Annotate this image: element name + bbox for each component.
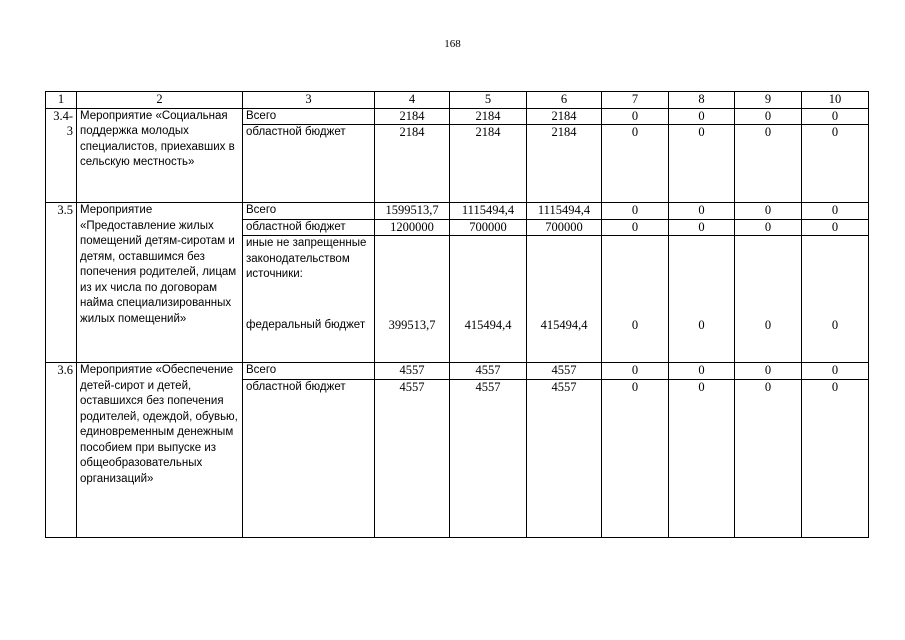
value-cell: 4557 — [527, 379, 602, 395]
value-cell: 0 — [669, 318, 735, 334]
value-cell: 0 — [735, 379, 802, 395]
row-index: 3.6 — [46, 363, 77, 538]
value-cell: 4557 — [527, 363, 602, 380]
value-cell: 1115494,4 — [527, 203, 602, 220]
row-description: Мероприятие «Предоставление жилых помещений детям-сиротам и детям, оставшимся без попечения родителей, лицам из их числа по договорам найма специализированных жилых помещений» — [77, 203, 243, 363]
header-row — [46, 92, 869, 109]
funding-source: Всего — [243, 363, 375, 380]
column-header: 9 — [735, 92, 802, 109]
value-cell: 2184 — [450, 108, 527, 125]
value-cell — [669, 236, 735, 319]
value-cell: 0 — [735, 219, 802, 236]
column-header: 7 — [602, 92, 669, 109]
value-cell: 2184 — [375, 125, 450, 141]
value-cell: 0 — [669, 219, 735, 236]
value-cell: 0 — [735, 125, 802, 141]
value-cell: 2184 — [375, 108, 450, 125]
column-header: 8 — [669, 92, 735, 109]
value-cell: 0 — [735, 108, 802, 125]
value-cell — [375, 236, 450, 319]
value-cell: 0 — [802, 363, 869, 380]
table-row — [46, 203, 869, 220]
value-cell: 4557 — [375, 379, 450, 395]
row-index: 3.4-3 — [46, 108, 77, 203]
column-header: 10 — [802, 92, 869, 109]
value-cell: 0 — [802, 203, 869, 220]
value-cell: 0 — [669, 108, 735, 125]
value-cell: 4557 — [450, 379, 527, 395]
value-cell: 0 — [735, 363, 802, 380]
value-cell: 0 — [669, 363, 735, 380]
funding-source: областной бюджет — [243, 125, 375, 141]
value-cell: 0 — [602, 125, 669, 141]
funding-source: Всего — [243, 108, 375, 125]
value-cell: 1200000 — [375, 219, 450, 236]
funding-source: федеральный бюджет — [243, 318, 375, 334]
column-header: 5 — [450, 92, 527, 109]
value-cell — [735, 236, 802, 319]
row-description: Мероприятие «Обеспечение детей-сирот и детей, оставшихся без попечения родителей, одеждой, обувью, единовременным денежным пособием при выпуске из общеобразовательных организаций» — [77, 363, 243, 538]
value-cell: 0 — [802, 318, 869, 334]
value-cell — [450, 236, 527, 319]
value-cell: 399513,7 — [375, 318, 450, 334]
value-cell: 0 — [602, 219, 669, 236]
value-cell: 0 — [669, 379, 735, 395]
value-cell: 0 — [669, 125, 735, 141]
funding-source: областной бюджет — [243, 219, 375, 236]
table-row — [46, 108, 869, 125]
column-header: 1 — [46, 92, 77, 109]
value-cell: 0 — [802, 108, 869, 125]
column-header: 3 — [243, 92, 375, 109]
funding-source: Всего — [243, 203, 375, 220]
funding-source: областной бюджет — [243, 379, 375, 395]
value-cell: 0 — [602, 379, 669, 395]
column-header: 2 — [77, 92, 243, 109]
value-cell: 700000 — [527, 219, 602, 236]
budget-table — [45, 91, 869, 538]
value-cell: 0 — [602, 318, 669, 334]
value-cell: 1115494,4 — [450, 203, 527, 220]
value-cell — [527, 236, 602, 319]
value-cell: 0 — [602, 363, 669, 380]
value-cell: 2184 — [450, 125, 527, 141]
value-cell: 0 — [802, 125, 869, 141]
value-cell: 0 — [735, 203, 802, 220]
value-cell: 2184 — [527, 108, 602, 125]
value-cell: 415494,4 — [527, 318, 602, 334]
column-header: 4 — [375, 92, 450, 109]
value-cell — [602, 236, 669, 319]
value-cell: 0 — [602, 108, 669, 125]
funding-source: иные не запрещенные законодательством источники: — [243, 236, 375, 319]
value-cell: 700000 — [450, 219, 527, 236]
column-header: 6 — [527, 92, 602, 109]
value-cell — [802, 236, 869, 319]
value-cell: 4557 — [450, 363, 527, 380]
row-index: 3.5 — [46, 203, 77, 363]
value-cell: 2184 — [527, 125, 602, 141]
value-cell: 0 — [802, 219, 869, 236]
value-cell: 1599513,7 — [375, 203, 450, 220]
value-cell: 0 — [602, 203, 669, 220]
value-cell: 0 — [802, 379, 869, 395]
value-cell: 4557 — [375, 363, 450, 380]
table-row — [46, 363, 869, 380]
value-cell: 415494,4 — [450, 318, 527, 334]
row-description: Мероприятие «Социальная поддержка молодых специалистов, приехавших в сельскую местность» — [77, 108, 243, 203]
value-cell: 0 — [669, 203, 735, 220]
value-cell: 0 — [735, 318, 802, 334]
page-number: 168 — [444, 38, 461, 50]
